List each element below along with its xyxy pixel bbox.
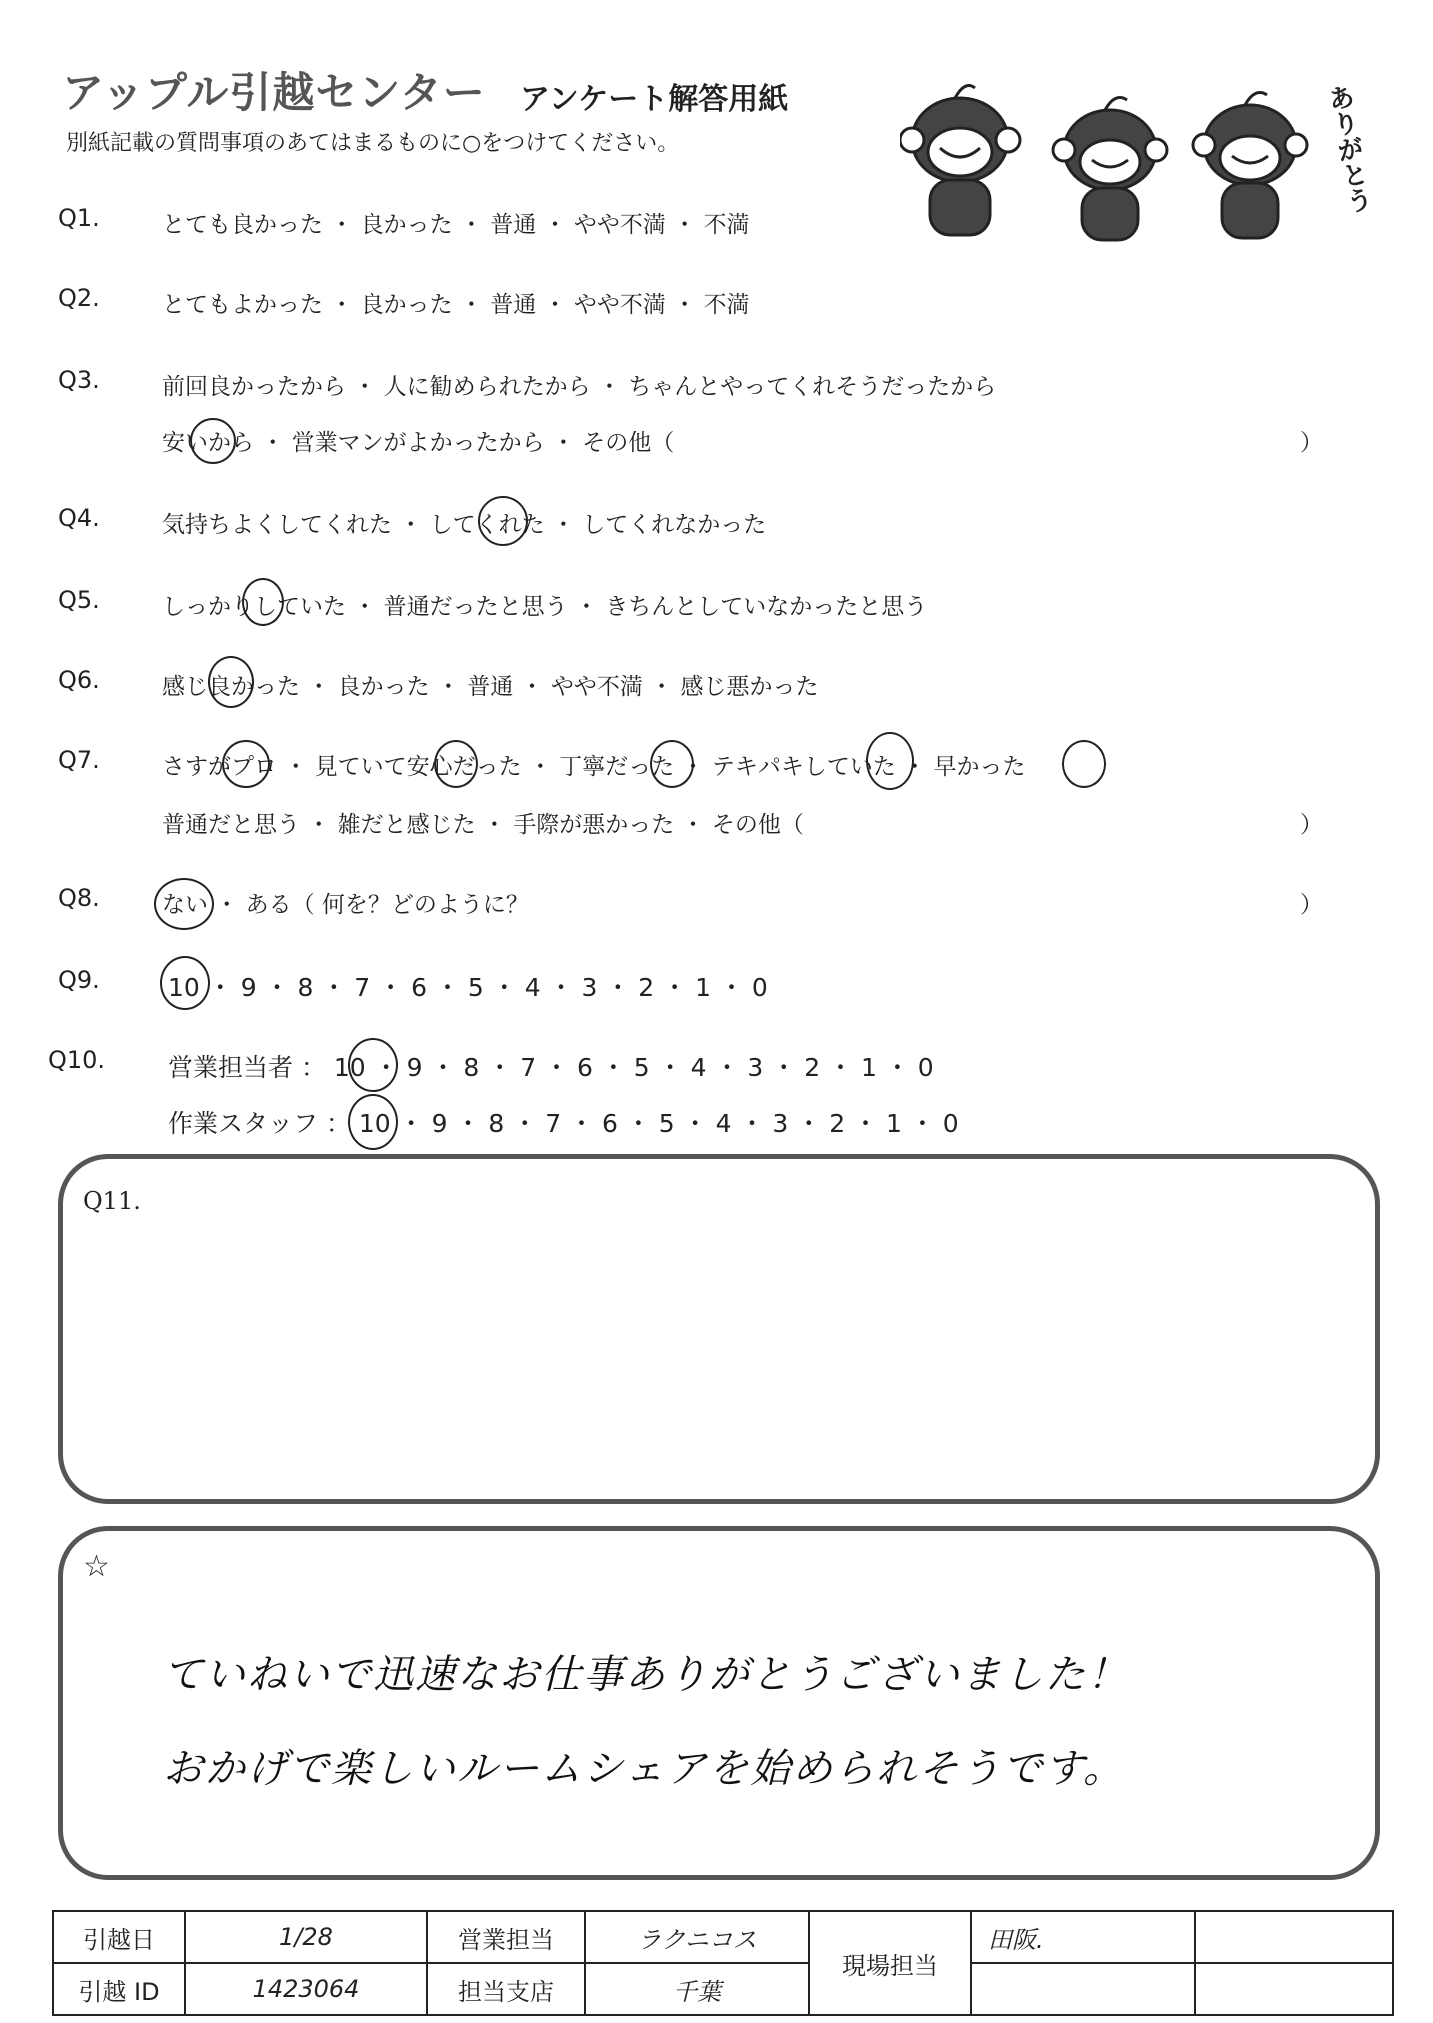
q4-options: 気持ちよくしてくれた ・ してくれた ・ してくれなかった [162, 512, 767, 538]
site-rep-label: 現場担当 [809, 1911, 971, 2015]
q3-label: Q3. [58, 366, 100, 394]
form-subtitle: アンケート解答用紙 [520, 82, 789, 117]
q8-label: Q8. [58, 884, 100, 912]
q5-options: しっかりしていた ・ 普通だったと思う ・ きちんとしていなかったと思う [162, 594, 928, 620]
q8-paren-close: ） [1300, 892, 1323, 918]
move-id-value: 1423064 [185, 1963, 427, 2015]
monkey-mascots-illustration [900, 70, 1370, 250]
site-rep-value: 田阪. [971, 1911, 1195, 1963]
q10-label: Q10. [48, 1046, 106, 1074]
answer-circle-q7-tekipaki [866, 732, 914, 790]
move-id-label: 引越 ID [53, 1963, 185, 2015]
answer-circle-q4 [478, 496, 528, 546]
q1-options: とても良かった ・ 良かった ・ 普通 ・ やや不満 ・ 不満 [162, 212, 750, 238]
answer-circle-q3 [190, 418, 236, 464]
instruction-text: 別紙記載の質問事項のあてはまるものに○をつけてください。 [66, 131, 680, 156]
sales-rep-label: 営業担当 [427, 1911, 585, 1963]
answer-circle-q9 [160, 956, 210, 1010]
q7-paren-close: ） [1300, 812, 1323, 838]
q10-staff-options: 作業スタッフ ： 10 ・ 9 ・ 8 ・ 7 ・ 6 ・ 5 ・ 4 ・ 3 ・ 2 ・ 1 ・ 0 [168, 1109, 959, 1138]
star-comment-box [58, 1526, 1380, 1880]
q3-options-line1: 前回良かったから ・ 人に勧められたから ・ ちゃんとやってくれそうだったから [162, 374, 997, 400]
q4-label: Q4. [58, 504, 100, 532]
answer-circle-q7-hayakatta [1062, 740, 1106, 788]
answer-circle-q6 [208, 656, 254, 708]
q11-comment-box [58, 1154, 1380, 1504]
site-rep-cell-2 [971, 1963, 1195, 2015]
answer-circle-q5 [242, 578, 284, 626]
company-title: アップル引越センター [62, 68, 486, 117]
q6-options: 感じ良かった ・ 良かった ・ 普通 ・ やや不満 ・ 感じ悪かった [162, 674, 819, 700]
q2-label: Q2. [58, 284, 100, 312]
site-rep-cell-3 [1195, 1963, 1393, 2015]
q1-label: Q1. [58, 204, 100, 232]
answer-circle-q10-sales [348, 1038, 398, 1092]
handwritten-comment-line2: おかげで楽しいルームシェアを始められそうです。 [163, 1746, 1125, 1792]
answer-circle-q8 [154, 878, 214, 930]
q9-options: 10 ・ 9 ・ 8 ・ 7 ・ 6 ・ 5 ・ 4 ・ 3 ・ 2 ・ 1 ・ 0 [168, 973, 768, 1002]
sales-rep-value: ラクニコス [585, 1911, 809, 1963]
site-rep-extra-cell [1195, 1911, 1393, 1963]
move-date-value: 1/28 [185, 1911, 427, 1963]
q10-sales-options: 営業担当者 ： 10 ・ 9 ・ 8 ・ 7 ・ 6 ・ 5 ・ 4 ・ 3 ・ 2 ・ 1 ・ 0 [168, 1053, 934, 1082]
q3-options-line2: 安いから ・ 営業マンがよかったから ・ その他（ [162, 430, 675, 456]
q8-options: ない ・ ある（ 何を？どのように？ [162, 892, 529, 918]
q2-options: とてもよかった ・ 良かった ・ 普通 ・ やや不満 ・ 不満 [162, 292, 750, 318]
answer-circle-q10-staff [348, 1094, 398, 1150]
answer-circle-q7-pro [222, 740, 270, 788]
q3-paren-close: ） [1300, 430, 1323, 456]
answer-circle-q7-teinei [650, 740, 694, 788]
star-icon: ☆ [83, 1549, 110, 1584]
move-date-label: 引越日 [53, 1911, 185, 1963]
q7-label: Q7. [58, 746, 100, 774]
q9-label: Q9. [58, 966, 100, 994]
q6-label: Q6. [58, 666, 100, 694]
q7-options-line2: 普通だと思う ・ 雑だと感じた ・ 手際が悪かった ・ その他（ [162, 812, 804, 838]
q7-options-line1: さすがプロ ・ 見ていて安心だった ・ 丁寧だった ・ テキパキしていた ・ 早かった [162, 754, 1026, 780]
q5-label: Q5. [58, 586, 100, 614]
handwritten-comment-line1: ていねいで迅速なお仕事ありがとうございました！ [163, 1652, 1129, 1698]
move-info-table [52, 1910, 1394, 2016]
thanks-text: ありがとう [1321, 82, 1375, 216]
q11-label: Q11. [83, 1187, 141, 1215]
branch-value: 千葉 [585, 1963, 809, 2015]
answer-circle-q7-anshin [434, 740, 478, 788]
branch-label: 担当支店 [427, 1963, 585, 2015]
